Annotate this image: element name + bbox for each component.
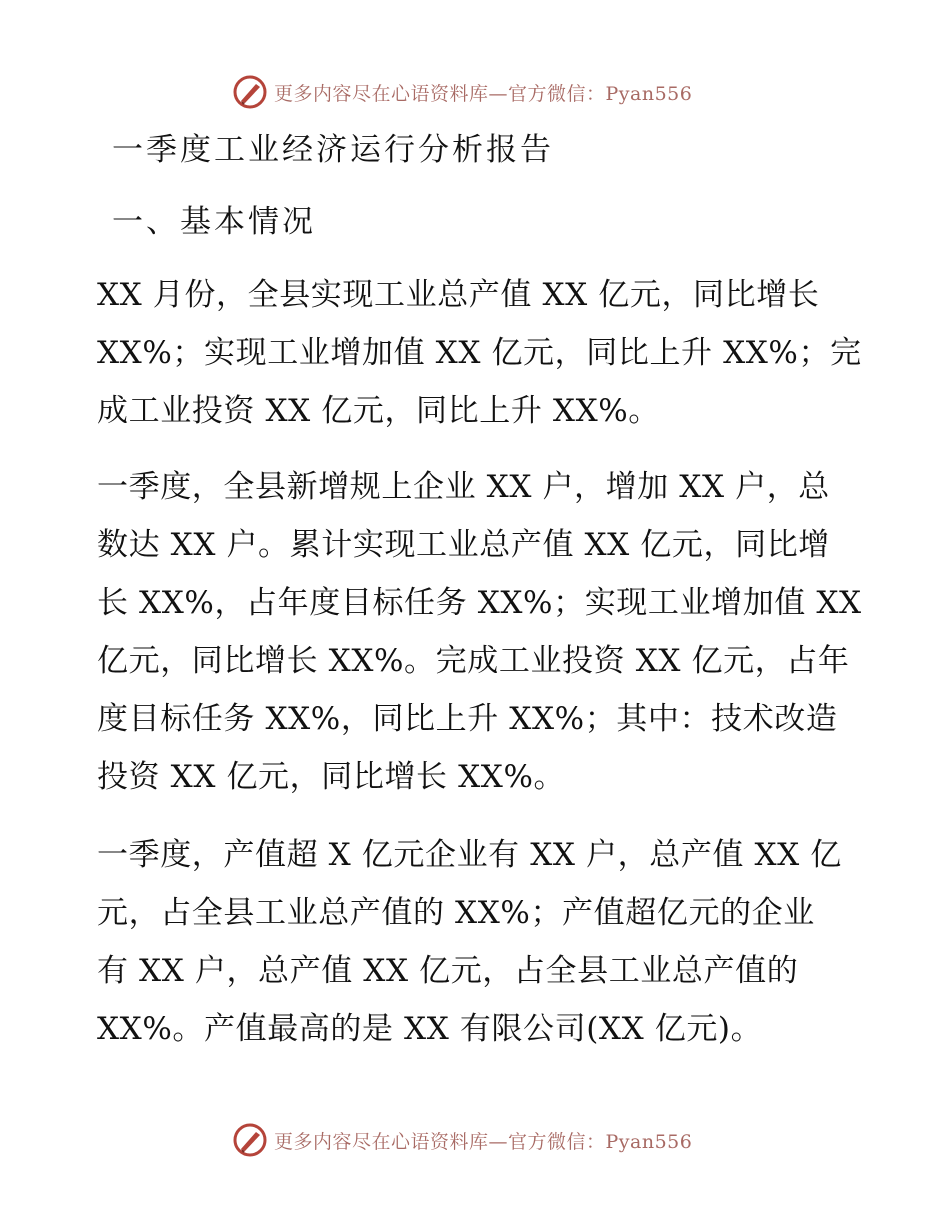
paragraph-line: 度目标任务 XX%，同比上升 XX%；其中：技术改造 [97,701,838,737]
paragraph-line: 数达 XX 户。累计实现工业总产值 XX 亿元，同比增 [97,527,830,563]
paragraph-line: 长 XX%，占年度目标任务 XX%；实现工业增加值 XX [97,585,862,621]
paragraph-line: 一季度，产值超 X 亿元企业有 XX 户，总产值 XX 亿 [97,837,842,873]
watermark-text: 更多内容尽在心语资料库—官方微信：Pyan556 [274,1130,693,1153]
paragraph-3 [97,826,857,1058]
pen-logo-icon [232,74,268,110]
paragraph-line: 一季度，全县新增规上企业 XX 户，增加 XX 户，总 [97,469,830,505]
watermark-text: 更多内容尽在心语资料库—官方微信：Pyan556 [274,82,693,105]
paragraph-1 [97,266,862,440]
pen-logo-icon [232,1122,268,1158]
watermark-banner-bottom [232,1120,692,1160]
paragraph-line: XX 月份，全县实现工业总产值 XX 亿元，同比增长 [97,277,820,313]
watermark-banner-top [232,72,692,112]
paragraph-line: 成工业投资 XX 亿元，同比上升 XX%。 [97,393,660,429]
paragraph-line: XX%。产值最高的是 XX 有限公司(XX 亿元)。 [97,1011,763,1047]
paragraph-line: XX%；实现工业增加值 XX 亿元，同比上升 XX%；完 [97,335,862,371]
document-title: 一季度工业经济运行分析报告 [112,132,554,168]
section-heading: 一、基本情况 [112,204,316,240]
paragraph-line: 亿元，同比增长 XX%。完成工业投资 XX 亿元，占年 [97,643,850,679]
paragraph-line: 有 XX 户，总产值 XX 亿元，占全县工业总产值的 [97,953,799,989]
paragraph-line: 元，占全县工业总产值的 XX%；产值超亿元的企业 [97,895,815,931]
paragraph-line: 投资 XX 亿元，同比增长 XX%。 [97,759,566,795]
paragraph-2 [97,458,862,806]
